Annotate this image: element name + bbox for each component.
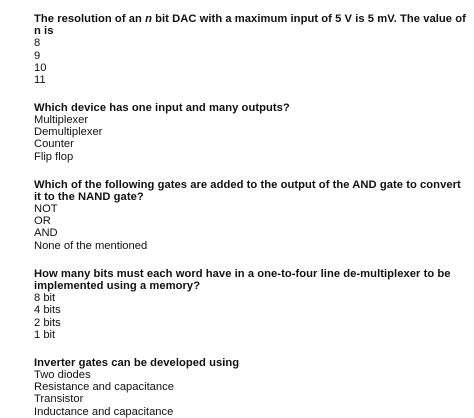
question-1-option-2: 9 [34,49,41,62]
spacer [34,86,466,102]
question-4-option-2: 4 bits [34,304,61,317]
question-5-option-4: Inductance and capacitance [34,405,174,418]
question-5-option-2: Resistance and capacitance [34,381,174,394]
question-1 [34,13,466,86]
question-4-text: How many bits must each word have in a one-to-four line de-multiplexer to be implemented using a memory? [34,267,451,292]
question-5-text: Inverter gates can be developed using [34,356,240,369]
question-3-options [34,203,466,252]
question-2-option-3: Counter [34,138,74,151]
question-5-option-1: Two diodes [34,369,91,382]
question-3-option-4: None of the mentioned [34,239,148,252]
question-5 [34,357,466,418]
question-1-text-end: bit DAC with a maximum input of 5 V is 5 mV. The value of n is [34,13,466,38]
question-2 [34,102,466,163]
question-2-option-1: Multiplexer [34,113,89,126]
question-1-text [34,13,466,37]
question-1-option-3: 10 [34,61,47,74]
question-2-option-4: Flip flop [34,150,74,163]
spacer [34,341,466,357]
question-3-text: Which of the following gates are added to the output of the AND gate to convert it to the NAND gate? [34,178,461,203]
question-3-option-3: AND [34,227,58,240]
question-4-options [34,292,466,341]
quiz-document [34,13,466,418]
question-2-options [34,114,466,163]
question-3-option-2: OR [34,215,51,228]
question-1-option-4: 11 [34,74,46,87]
question-1-option-1: 8 [34,37,41,50]
spacer [34,252,466,268]
question-5-option-3: Transistor [34,393,84,406]
question-3 [34,179,466,252]
question-4-option-4: 1 bit [34,328,56,341]
question-2-text: Which device has one input and many outputs? [34,101,290,114]
question-1-text-start: The resolution of an [34,13,146,25]
question-2-option-2: Demultiplexer [34,126,103,139]
question-3-option-1: NOT [34,202,58,215]
question-1-italic-n: n [145,13,152,25]
question-4 [34,268,466,341]
question-1-options [34,37,466,86]
question-4-option-3: 2 bits [34,316,61,329]
spacer [34,163,466,179]
question-4-option-1: 8 bit [34,292,56,305]
question-5-options [34,369,466,418]
